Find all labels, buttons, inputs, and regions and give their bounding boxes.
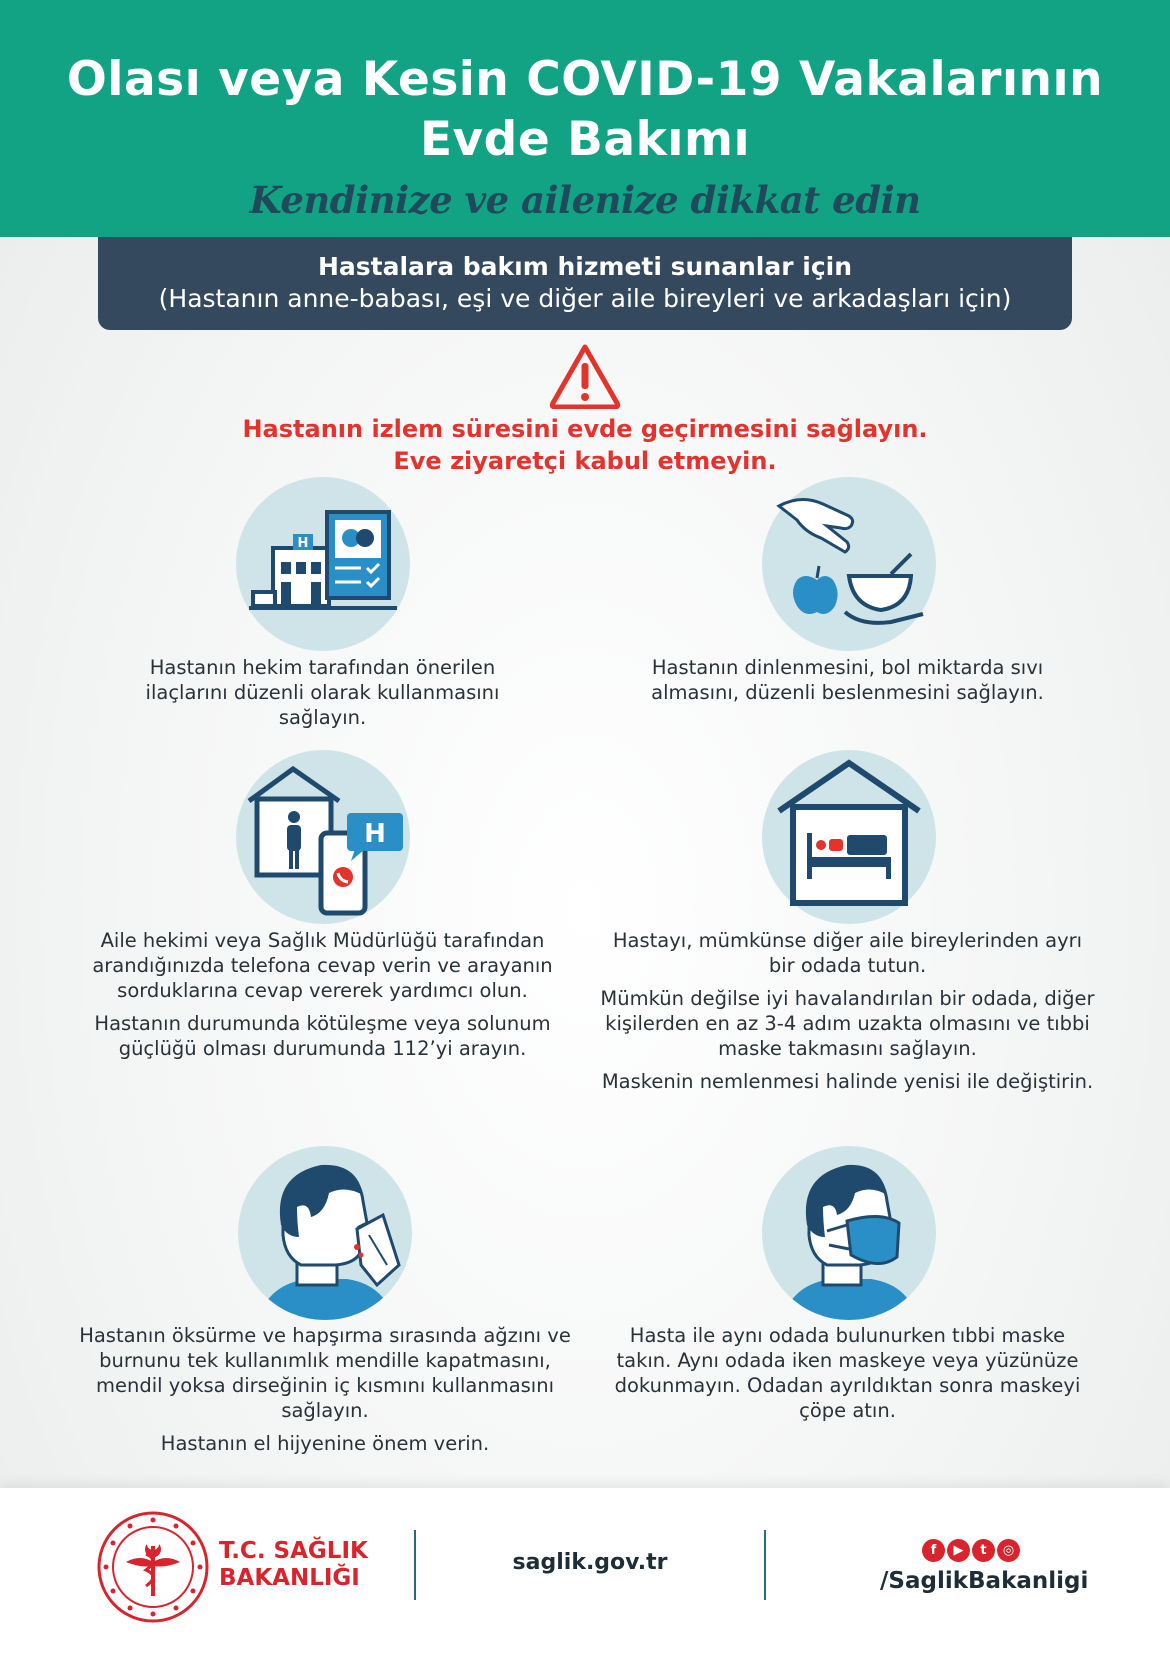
isolation-room-icon [761, 749, 937, 925]
item-paragraph: Mümkün değilse iyi havalandırılan bir odada, diğer kişilerden en az 3-4 adım uzakta olmasını ve tıbbi maske takmasını sağlayın. [600, 987, 1095, 1060]
instagram-icon[interactable]: ◎ [997, 1539, 1020, 1562]
title-line-2: Evde Bakımı [419, 112, 751, 167]
ministry-line-2: BAKANLIĞI [219, 1565, 360, 1591]
facebook-icon[interactable]: f [922, 1539, 945, 1562]
phone-call-icon [235, 749, 411, 925]
header [0, 0, 1170, 237]
tagline: Kendinize ve ailenize dikkat edin [249, 178, 921, 222]
ministry-name [219, 1538, 368, 1592]
alert-line-2: Eve ziyaretçi kabul etmeyin. [393, 447, 777, 475]
ministry-line-1: T.C. SAĞLIK [219, 1538, 368, 1564]
face-mask-icon [761, 1145, 937, 1321]
page-title [0, 0, 1170, 170]
footer [0, 1488, 1170, 1654]
item-paragraph: Maskenin nemlenmesi halinde yenisi ile değiştirin. [601, 1070, 1094, 1093]
banner-title: Hastalara bakım hizmeti sunanlar için [317, 252, 853, 281]
social-handle[interactable]: /SaglikBakanligi [880, 1568, 1089, 1594]
item-medication-text [110, 655, 535, 730]
title-line-1: Olası veya Kesin COVID-19 Vakalarının [66, 52, 1104, 107]
banner-subtitle: (Hastanın anne-babası, eşi ve diğer aile bireyleri ve arkadaşları için) [158, 284, 1012, 313]
item-paragraph: Hasta ile aynı odada bulunurken tıbbi maske takın. Aynı odada iken maskeye veya yüzünüze dokunmayın. Odadan ayrıldıktan sonra maskeyi çöpe atın. [614, 1324, 1081, 1422]
warning-icon [549, 343, 621, 409]
item-paragraph: Hastanın dinlenmesini, bol miktarda sıvı almasını, düzenli beslenmesini sağlayın. [651, 656, 1044, 704]
alert-line-1: Hastanın izlem süresini evde geçirmesini sağlayın. [242, 415, 928, 443]
item-paragraph: Hastanın hekim tarafından önerilen ilaçlarını düzenli olarak kullanmasını sağlayın. [145, 656, 500, 729]
divider [414, 1530, 416, 1600]
item-phone-text [85, 928, 560, 1061]
audience-banner [98, 237, 1072, 330]
item-paragraph: Hastanın el hijyenine önem verin. [160, 1432, 490, 1455]
youtube-icon[interactable]: ▶ [947, 1539, 970, 1562]
website-link[interactable]: saglik.gov.tr [512, 1550, 668, 1575]
alert-message [0, 413, 1170, 477]
item-paragraph: Hastanın durumunda kötüleşme veya solunum güçlüğü olması durumunda 112’yi arayın. [94, 1012, 551, 1060]
twitter-icon[interactable]: t [972, 1539, 995, 1562]
divider [764, 1530, 766, 1600]
item-isolation-text [600, 928, 1095, 1094]
svg-text:H: H [297, 536, 309, 551]
ministry-seal-icon [96, 1510, 210, 1624]
item-nutrition-text [625, 655, 1070, 705]
cough-tissue-icon [237, 1145, 413, 1321]
social-icons [922, 1539, 1030, 1563]
item-paragraph: Aile hekimi veya Sağlık Müdürlüğü tarafından arandığınızda telefona cevap verin ve arayanın sorduklarına cevap vererek yardımcı olun. [92, 929, 553, 1002]
item-mask-text [600, 1323, 1095, 1423]
medication-icon [235, 476, 411, 652]
item-paragraph: Hastanın öksürme ve hapşırma sırasında ağzını ve burnunu tek kullanımlık mendille kapatmasını, mendil yoksa dirseğinin iç kısmını kullanmasını sağlayın. [79, 1324, 571, 1422]
svg-text:H: H [364, 819, 386, 849]
item-paragraph: Hastayı, mümkünse diğer aile bireylerinden ayrı bir odada tutun. [612, 929, 1083, 977]
item-cough-text [75, 1323, 575, 1456]
nutrition-icon [761, 476, 937, 652]
